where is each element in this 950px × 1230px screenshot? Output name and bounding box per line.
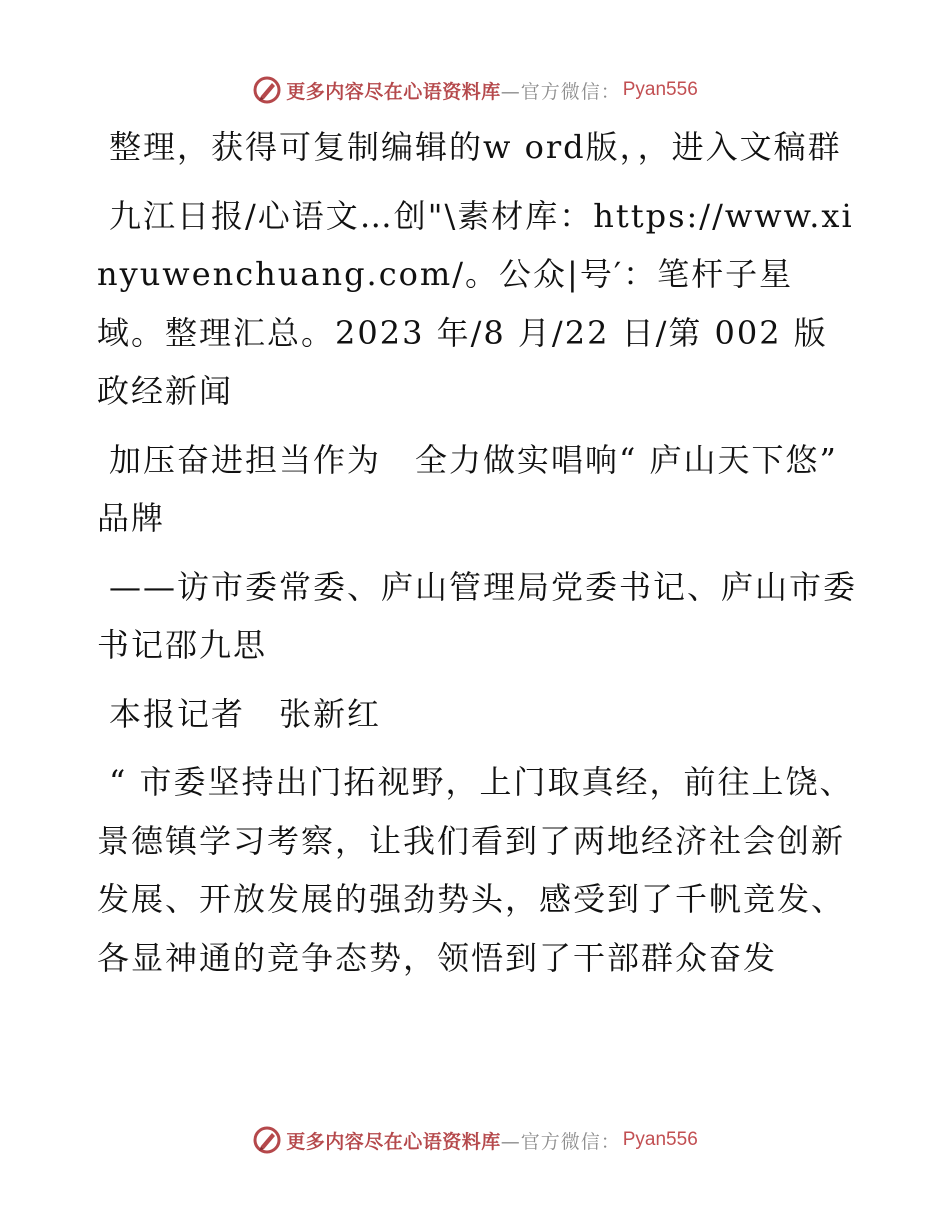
document-body — [97, 118, 857, 997]
paragraph-notice: 整理，获得可复制编辑的w ord版，，进入文稿群 — [109, 128, 842, 166]
header-banner — [0, 70, 950, 110]
article-body-paragraph: “ 市委坚持出门拓视野，上门取真经，前往上饶、景德镇学习考察，让我们看到了两地经济社会创新发展、开放发展的强劲势头，感受到了千帆竞发、各显神通的竞争态势，领悟到了干部群众奋发 — [97, 763, 854, 977]
brand-logo-icon — [252, 1125, 282, 1155]
footer-banner — [0, 1120, 950, 1160]
banner-wechat-label: —官方微信： — [500, 1130, 621, 1153]
article-headline: 加压奋进担当作为 全力做实唱响“ 庐山天下悠” 品牌 — [97, 440, 838, 537]
brand-logo-icon — [252, 75, 282, 105]
article-byline: 本报记者 张新红 — [109, 694, 382, 733]
paragraph-source: 九江日报/心语文…创"\素材库：https://www.xinyuwenchuang.com/。公众|号′：笔杆子星域。整理汇总。2023 年/8 月/22 日/第 002 版政经新闻 — [97, 196, 854, 410]
banner-wechat-label: —官方微信： — [500, 80, 621, 103]
banner-wechat-id: Pyan556 — [622, 1129, 698, 1150]
banner-brand-text: 更多内容尽在心语资料库 — [286, 1130, 501, 1153]
article-subheadline: ——访市委常委、庐山管理局党委书记、庐山市委书记邵九思 — [97, 567, 858, 664]
banner-brand-text: 更多内容尽在心语资料库 — [286, 80, 501, 103]
banner-wechat-id: Pyan556 — [622, 79, 698, 100]
